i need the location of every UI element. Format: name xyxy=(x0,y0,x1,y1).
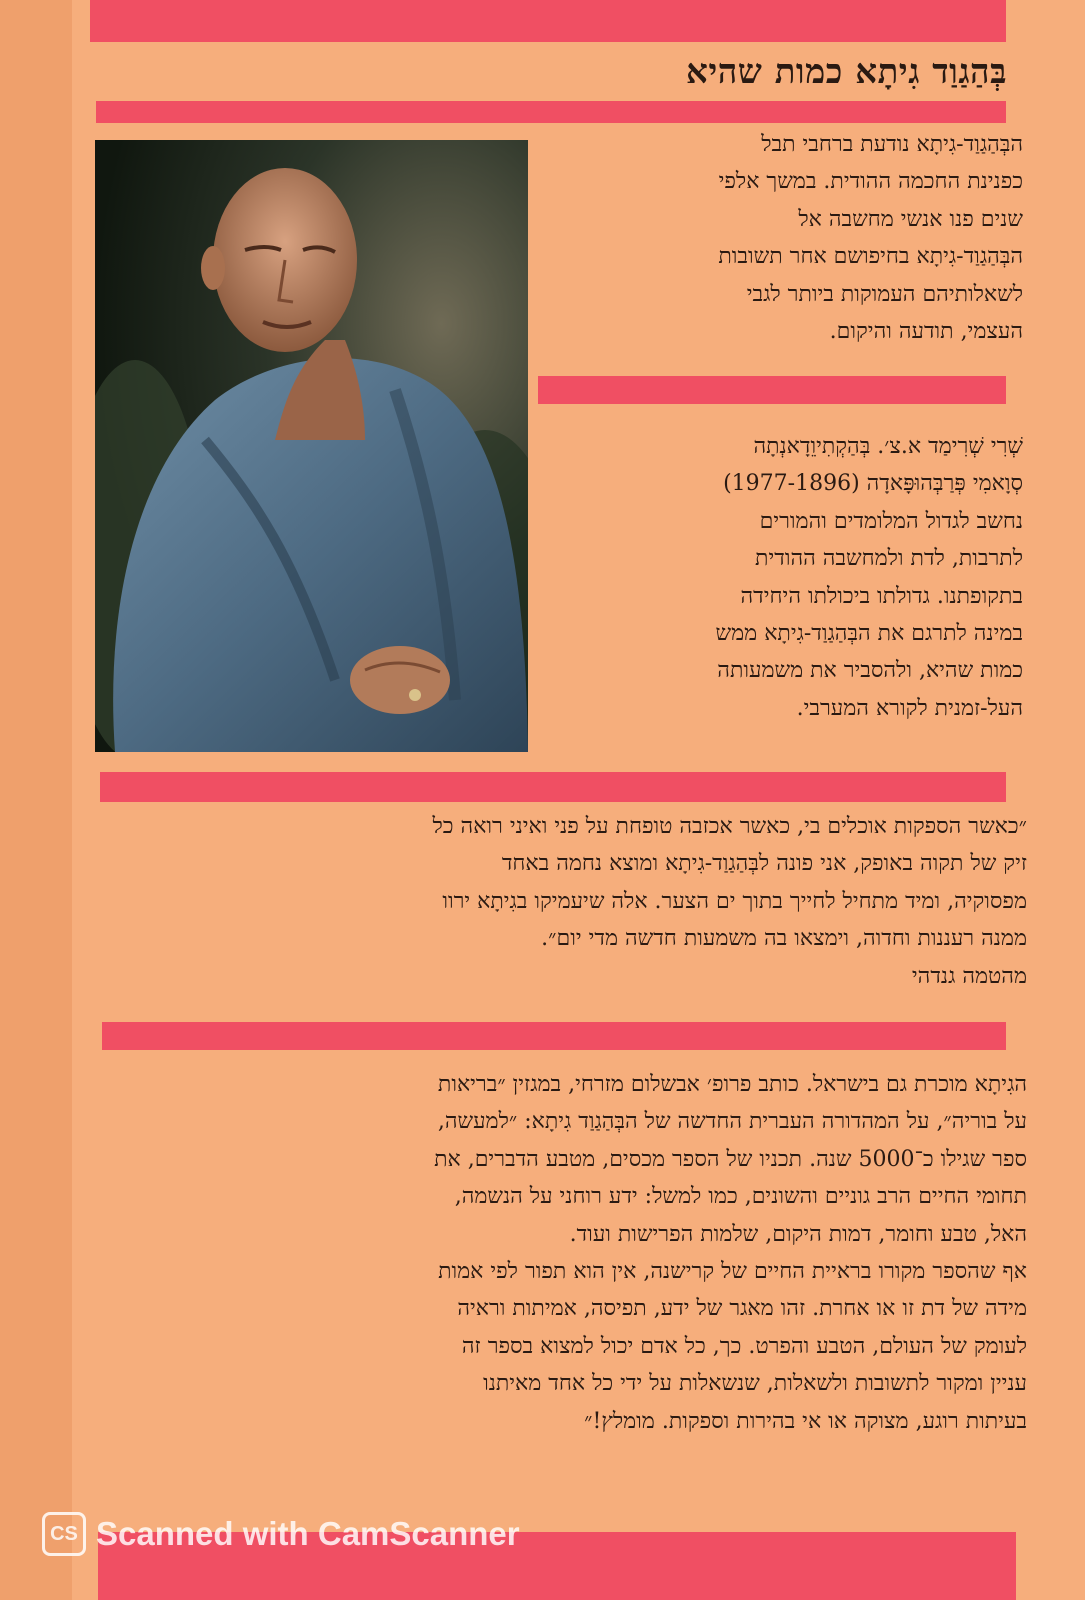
author-line: סְוָאמִי פְּרַבְּהוּפָּאדָה (1977-1896) xyxy=(723,471,1023,497)
quote-attribution: מהטמה גנדהי xyxy=(911,963,1027,989)
quote-line: זיק של תקוה באופק, אני פונה לבְּהַגַוַד-גִיתָא ומוצא נחמה באחד xyxy=(501,851,1027,877)
intro-line: כפנינת החכמה ההודית. במשך אלפי xyxy=(718,169,1023,195)
intro-line: שנים פנו אנשי מחשבה אל xyxy=(798,206,1023,232)
author-line: העל-זמנית לקורא המערבי. xyxy=(796,695,1023,721)
review-line: הגִיתָא מוכרת גם בישראל. כותב פרופ׳ אבשלום מזרחי, במגזין ״בריאות xyxy=(437,1072,1027,1097)
quote-top-band xyxy=(100,772,1006,802)
review-line: אף שהספר מקורו בראיית החיים של קרישנה, אין הוא תפור לפי אמות xyxy=(438,1259,1027,1285)
cover-left-strip xyxy=(0,0,72,1600)
quote-line: ממנה רעננות וחדוה, וימצאו בה משמעות חדשה מדי יום״. xyxy=(541,926,1027,952)
author-photo xyxy=(95,140,528,752)
watermark-text: Scanned with CamScanner xyxy=(96,1515,520,1552)
review-line: עניין ומקור לתשובות ולשאלות, שנשאלות על ידי כל אחד מאיתנו xyxy=(483,1371,1027,1397)
review-line: תחומי החיים הרב גוניים והשונים, כמו למשל: ידע רוחני על הנשמה, xyxy=(454,1184,1027,1210)
quote-line: ״כאשר הספקות אוכלים בי, כאשר אכזבה טופחת על פני ואיני רואה כל xyxy=(432,814,1027,839)
review-line: מידה של דת זו או אחרת. זהו מאגר של ידע, תפיסה, אמיתות וראיה xyxy=(457,1296,1027,1322)
review-paragraph xyxy=(87,1066,1027,1440)
intro-line: הבְּהַגַוַד-גִיתָא בחיפושם אחר תשובות xyxy=(718,244,1023,270)
intro-line: הבְּהַגַוַד-גִיתָא נודעת ברחבי תבל xyxy=(761,132,1023,157)
author-line: נחשב לגדול המלומדים והמורים xyxy=(759,508,1023,534)
mid-band-right xyxy=(538,376,1006,404)
review-top-band xyxy=(102,1022,1006,1050)
intro-line: העצמי, תודעה והיקום. xyxy=(829,319,1023,345)
author-line: שְׁרִי שְׁרִימַד א.צ׳. בְּהַקְתִיוֵדָאנְתָה xyxy=(753,434,1023,459)
intro-paragraph xyxy=(553,126,1023,350)
review-line: ספר שגילו כ־5000 שנה. תכניו של הספר מכסים, מטבע הדברים, את xyxy=(434,1146,1027,1172)
book-title: בְּהַגַוַד גִיתָא כמות שהיא xyxy=(685,52,1007,92)
gandhi-quote xyxy=(97,808,1027,995)
quote-line: מפסוקיה, ומיד מתחיל לחייך בתוך ים הצער. אלה שיעמיקו בגִיתָא ירוו xyxy=(442,888,1027,914)
review-line: בעיתות רוגע, מצוקה או אי בהירות וספקות. מומלץ!״ xyxy=(584,1408,1027,1434)
author-line: בתקופתנו. גדולתו ביכולתו היחידה xyxy=(740,583,1023,609)
title-underline-band xyxy=(96,101,1006,123)
review-line: על בוריה״, על המהדורה העברית החדשה של הבְּהַגַוַד גִיתָא: ״למעשה, xyxy=(437,1109,1027,1135)
review-line: לעומק של העולם, הטבע והפרט. כך, כל אדם יכול למצוא בספר זה xyxy=(461,1333,1027,1359)
top-band xyxy=(90,0,1006,42)
author-line: כמות שהיא, ולהסביר את משמעותה xyxy=(717,658,1023,684)
camscanner-logo-icon: CS xyxy=(42,1512,86,1556)
scanner-watermark xyxy=(42,1512,520,1556)
review-line: האל, טבע וחומר, דמות היקום, שלמות הפרישות ועוד. xyxy=(569,1221,1027,1247)
intro-line: לשאלותיהם העמוקות ביותר לגבי xyxy=(746,281,1023,307)
author-line: לתרבות, לדת ולמחשבה ההודית xyxy=(755,546,1023,572)
author-line: במינה לתרגם את הבְּהַגַוַד-גִיתָא ממש xyxy=(715,621,1023,647)
author-paragraph xyxy=(553,428,1023,727)
